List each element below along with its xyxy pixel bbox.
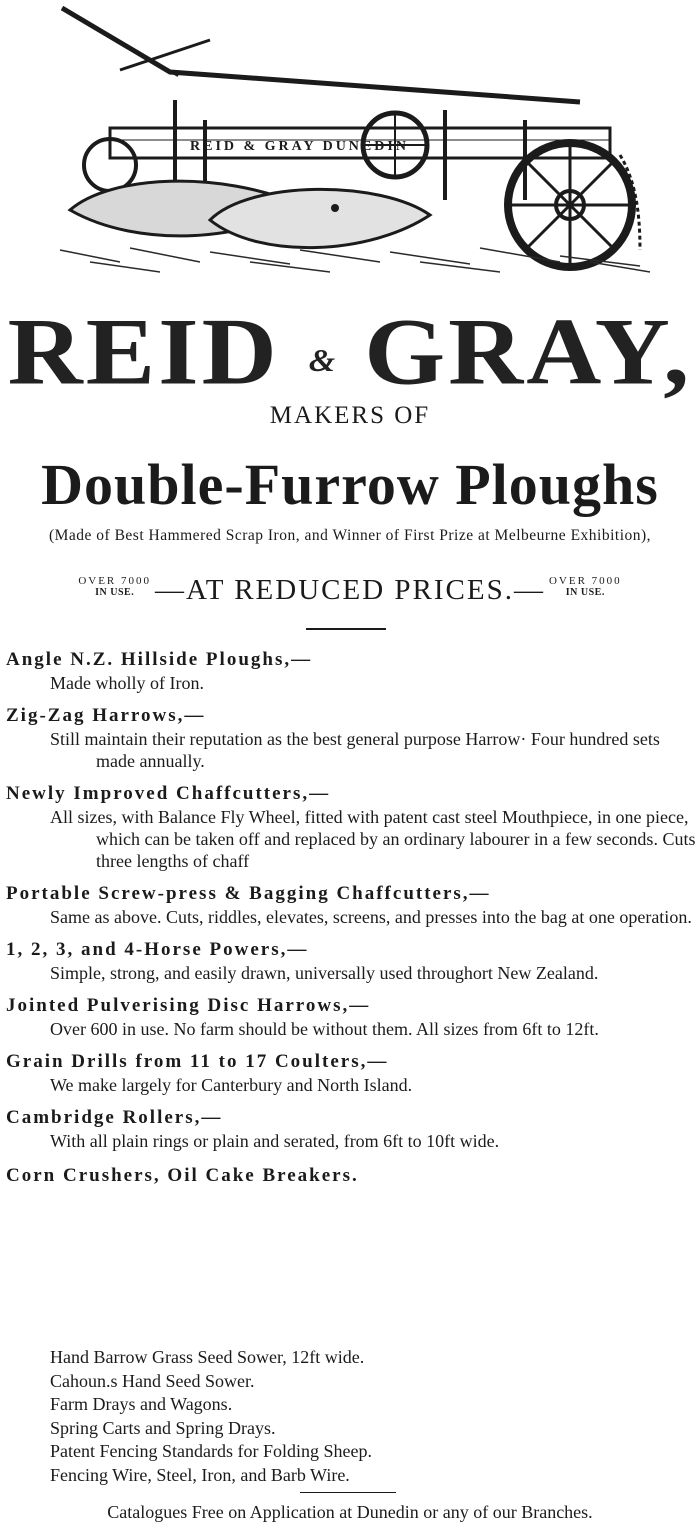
footer-text: Catalogues Free on Application at Dunedin or any of our Branches.: [107, 1502, 593, 1522]
item-heading: Grain Drills from 11 to 17 Coulters,—: [6, 1051, 389, 1072]
firm-name-left: REID: [7, 299, 280, 405]
extras-list: [50, 1346, 690, 1487]
in-use-right-line2: IN USE.: [565, 587, 605, 598]
item-heading: 1, 2, 3, and 4-Horse Powers,—: [6, 939, 309, 960]
product-title: Double-Furrow Ploughs: [41, 452, 659, 517]
item-heading: Angle N.Z. Hillside Ploughs,—: [6, 649, 313, 670]
item-heading: Zig-Zag Harrows,—: [6, 705, 206, 726]
item-heading: Jointed Pulverising Disc Harrows,—: [6, 995, 371, 1016]
divider-top: [306, 628, 386, 630]
firm-name-right: GRAY,: [364, 299, 693, 405]
item-description: Still maintain their reputation as the best general purpose Harrow· Four hundred sets made annually.: [50, 729, 660, 771]
makers-of-text: MAKERS OF: [269, 402, 431, 429]
list-item: [6, 1106, 696, 1152]
in-use-left-line1: OVER 7000: [78, 575, 152, 587]
item-description: With all plain rings or plain and serated, from 6ft to 10ft wide.: [50, 1131, 500, 1151]
firm-name: [0, 297, 700, 417]
item-heading: Portable Screw-press & Bagging Chaffcutters,—: [6, 883, 491, 904]
list-item: [6, 648, 696, 694]
extras-item: Patent Fencing Standards for Folding Sheep.: [50, 1441, 372, 1461]
extras-item: Spring Carts and Spring Drays.: [50, 1417, 276, 1438]
item-heading: Corn Crushers, Oil Cake Breakers.: [6, 1165, 359, 1186]
list-item: [6, 994, 696, 1040]
item-heading: Cambridge Rollers,—: [6, 1107, 223, 1128]
in-use-right: [549, 576, 622, 598]
item-description: Same as above. Cuts, riddles, elevates, screens, and presses into the bag at one operation.: [50, 907, 692, 927]
item-description: We make largely for Canterbury and North Island.: [50, 1075, 413, 1095]
prices-row: [0, 574, 700, 606]
in-use-left-line2: IN USE.: [95, 587, 135, 598]
item-description: Simple, strong, and easily drawn, universally used throughort New Zealand.: [50, 963, 599, 983]
extras-item: Farm Drays and Wagons.: [50, 1394, 233, 1414]
made-of-text: (Made of Best Hammered Scrap Iron, and Winner of First Prize at Melbeurne Exhibition),: [48, 527, 652, 544]
extras-item: Hand Barrow Grass Seed Sower, 12ft wide.: [50, 1347, 365, 1367]
list-item: [6, 882, 696, 928]
firm-name-ampersand: &: [308, 344, 336, 379]
divider-bottom: [300, 1492, 396, 1493]
list-item: [6, 704, 696, 772]
item-description: Over 600 in use. No farm should be without them. All sizes from 6ft to 12ft.: [50, 1019, 599, 1039]
frame-lettering: REID & GRAY DUNEDIN: [190, 139, 409, 154]
item-description: Made wholly of Iron.: [50, 673, 204, 693]
extras-item: Cahoun.s Hand Seed Sower.: [50, 1370, 255, 1391]
plough-illustration-icon: [0, 0, 700, 290]
in-use-left: [78, 576, 151, 598]
product-list: [6, 648, 696, 1188]
reduced-prices-text: —AT REDUCED PRICES.—: [155, 574, 545, 606]
list-item: [6, 1164, 696, 1188]
list-item: [6, 782, 696, 872]
in-use-right-line1: OVER 7000: [548, 575, 622, 587]
list-item: [6, 1050, 696, 1096]
list-item: [6, 938, 696, 984]
item-heading: Newly Improved Chaffcutters,—: [6, 783, 331, 804]
item-description: All sizes, with Balance Fly Wheel, fitted with patent cast steel Mouthpiece, in one piece, which can be taken off and replaced by an ordinary labourer in a few seconds. Cuts three lengths of chaff: [50, 807, 696, 871]
extras-item: Fencing Wire, Steel, Iron, and Barb Wire.: [50, 1464, 350, 1485]
